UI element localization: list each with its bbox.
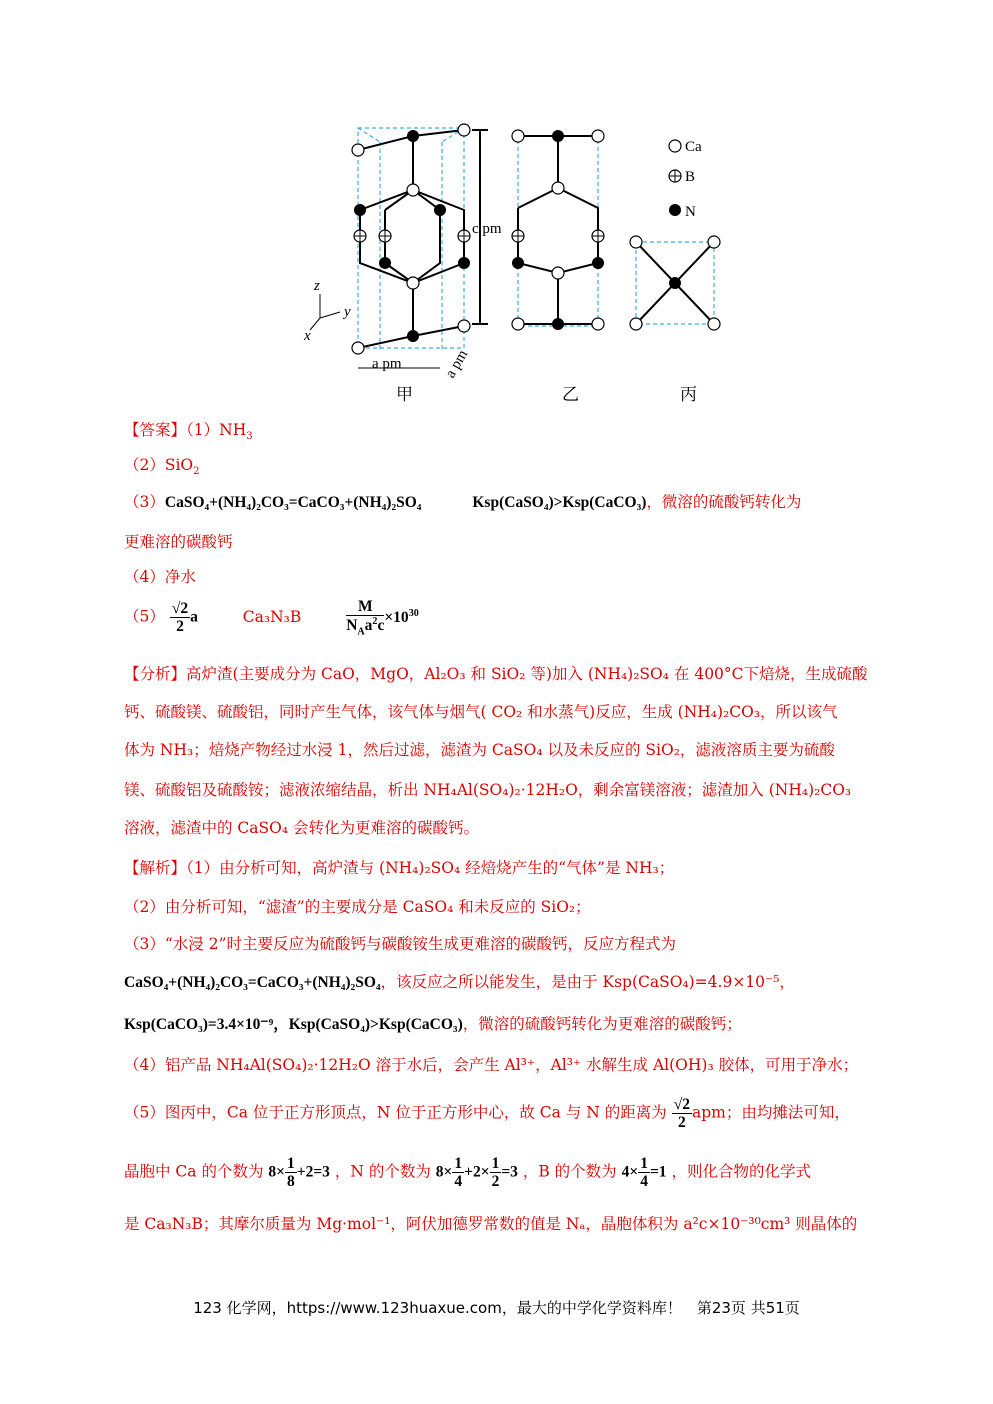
solution-line-6: （4）铝产品 NH₄Al(SO₄)₂·12H₂O 溶于水后，会产生 Al³⁺，Al³⁺ 水解生成 Al(OH)₃ 胶体，可用于净水； — [124, 1056, 859, 1074]
label-c: c pm — [472, 221, 502, 237]
solution-line-9: 是 Ca₃N₃B；其摩尔质量为 Mg·mol⁻¹，阿伏加德罗常数的值是 Nₐ，晶胞体积为 a²c×10⁻³⁰cm³ 则晶体的 — [124, 1215, 858, 1233]
answer-q3-num: （3） — [124, 493, 165, 511]
answer-q3-eq: CaSO₄+(NH₄)₂CO₃=CaCO₃+(NH₄)₂SO₄ — [164, 494, 422, 511]
axis-y: y — [344, 304, 351, 320]
answer-q2: （2）SiO — [124, 456, 194, 474]
solution-line-8: 晶胞中 Ca 的个数为 8× $\frac{1}{8}$ +2=3 ，N 的个数为 8× $\frac{1}{4}$ +2× $\frac{1}{2}$ =3 ，B 的个数为 4× $\frac{1}{4}$ =1 ，则化合物的化学式 — [124, 1155, 811, 1191]
crystal-structure-figure — [300, 118, 740, 408]
analysis-line-5: 溶液，滤渣中的 CaSO₄ 会转化为更难溶的碳酸钙。 — [124, 819, 479, 837]
label-a2: a pm — [442, 347, 472, 381]
axis-x: x — [304, 328, 311, 344]
solution-line-1 — [124, 856, 674, 878]
axis-z: z — [314, 278, 320, 294]
analysis-line-3: 体为 NH₃；焙烧产物经过水浸 1，然后过滤，滤渣为 CaSO₄ 以及未反应的 SiO₂，滤液溶质主要为硫酸 — [124, 741, 835, 759]
solution-line-7 — [124, 1096, 850, 1131]
analysis-head: 【分析】 — [124, 665, 187, 683]
solution-l4-text: ，该反应之所以能发生，是由于 Ksp(CaSO₄)=4.9×10⁻⁵， — [380, 973, 795, 991]
solution-head: 【解析】 — [124, 859, 187, 877]
answer-line-1 — [124, 418, 253, 442]
legend-ca: Ca — [685, 139, 702, 155]
caption-yi: 乙 — [562, 385, 579, 404]
analysis-line-4: 镁、硫酸铝及硫酸铵；滤液浓缩结晶，析出 NH₄Al(SO₄)₂·12H₂O，剩余富镁溶液；滤渣加入 (NH₄)₂CO₃ — [124, 781, 852, 799]
answer-q5-density: $\frac{M}{N_Aa^2c}$ — [346, 598, 385, 638]
page-footer: 123 化学网，https://www.123huaxue.com，最大的中学化学资料库！ 第23页 共51页 — [193, 1299, 800, 1317]
answer-line-4: （4）净水 — [124, 568, 196, 586]
solution-line-2: （2）由分析可知，“滤渣”的主要成分是 CaSO₄ 和未反应的 SiO₂； — [124, 898, 591, 916]
solution-l5-ksp: Ksp(CaCO₃)=3.4×10⁻⁹，Ksp(CaSO₄)>Ksp(CaCO₃) — [124, 1016, 463, 1033]
answer-q3-text: ，微溶的硫酸钙转化为 — [646, 493, 802, 511]
analysis-l1: 高炉渣(主要成分为 CaO，MgO，Al₂O₃ 和 SiO₂ 等)加入 (NH₄)₂SO₄ 在 400°C下焙烧，生成硫酸 — [186, 665, 868, 683]
solution-l4-eq: CaSO₄+(NH₄)₂CO₃=CaCO₃+(NH₄)₂SO₄ — [124, 974, 381, 991]
solution-l1: （1）由分析可知，高炉渣与 (NH₄)₂SO₄ 经焙烧产生的“气体”是 NH₃； — [186, 859, 675, 877]
answer-line-5: （5） $\frac{√2}{2}$ a Ca₃N₃B $\frac{M}{N_Aa^2c}$ $\times 10^{30}$ — [124, 598, 419, 638]
answer-line-2 — [124, 453, 200, 477]
analysis-line-1 — [124, 662, 868, 684]
solution-l5-text: ，微溶的硫酸钙转化为更难溶的碳酸钙； — [462, 1015, 742, 1033]
legend-n: N — [685, 204, 696, 220]
solution-line-3: （3）“水浸 2”时主要反应为硫酸钙与碳酸铵生成更难溶的碳酸钙，反应方程式为 — [124, 935, 677, 953]
answer-q3-ksp: Ksp(CaSO₄)>Ksp(CaCO₃) — [472, 494, 647, 511]
answer-line-3 — [124, 490, 801, 512]
answer-q2-sub: 2 — [193, 466, 200, 478]
solution-l8-a: 晶胞中 Ca 的个数为 — [124, 1162, 264, 1181]
caption-jia: 甲 — [396, 385, 413, 404]
solution-line-5 — [124, 1012, 742, 1034]
solution-line-4 — [124, 970, 795, 992]
answer-q5-frac-sqrt2: $\frac{√2}{2}$ — [171, 600, 189, 636]
answer-head: 【答案】 — [124, 421, 187, 439]
answer-q1: （1）NH — [186, 421, 247, 439]
legend-b: B — [685, 169, 696, 185]
label-a1: a pm — [372, 356, 402, 372]
analysis-line-2: 钙、硫酸镁、硫酸铝，同时产生气体，该气体与烟气( CO₂ 和水蒸气)反应，生成 (NH₄)₂CO₃，所以该气 — [124, 703, 838, 721]
answer-q5-formula: Ca₃N₃B — [242, 607, 302, 626]
answer-line-3b: 更难溶的碳酸钙 — [124, 533, 233, 551]
solution-l8-b: ，N 的个数为 — [334, 1162, 431, 1181]
solution-l8-c: ，B 的个数为 — [522, 1162, 617, 1181]
solution-l7-frac-sqrt2: $\frac{√2}{2}$ — [673, 1096, 690, 1132]
solution-l7-text: （5）图丙中，Ca 位于正方形顶点，N 位于正方形中心，故 Ca 与 N 的距离为 — [124, 1103, 667, 1122]
answer-q1-sub: 3 — [246, 431, 253, 443]
solution-l8-d: ，则化合物的化学式 — [671, 1162, 811, 1181]
caption-bing: 丙 — [680, 385, 697, 404]
solution-l7-tail: apm；由均摊法可知， — [691, 1103, 850, 1122]
answer-q5-num: （5） — [124, 607, 165, 626]
